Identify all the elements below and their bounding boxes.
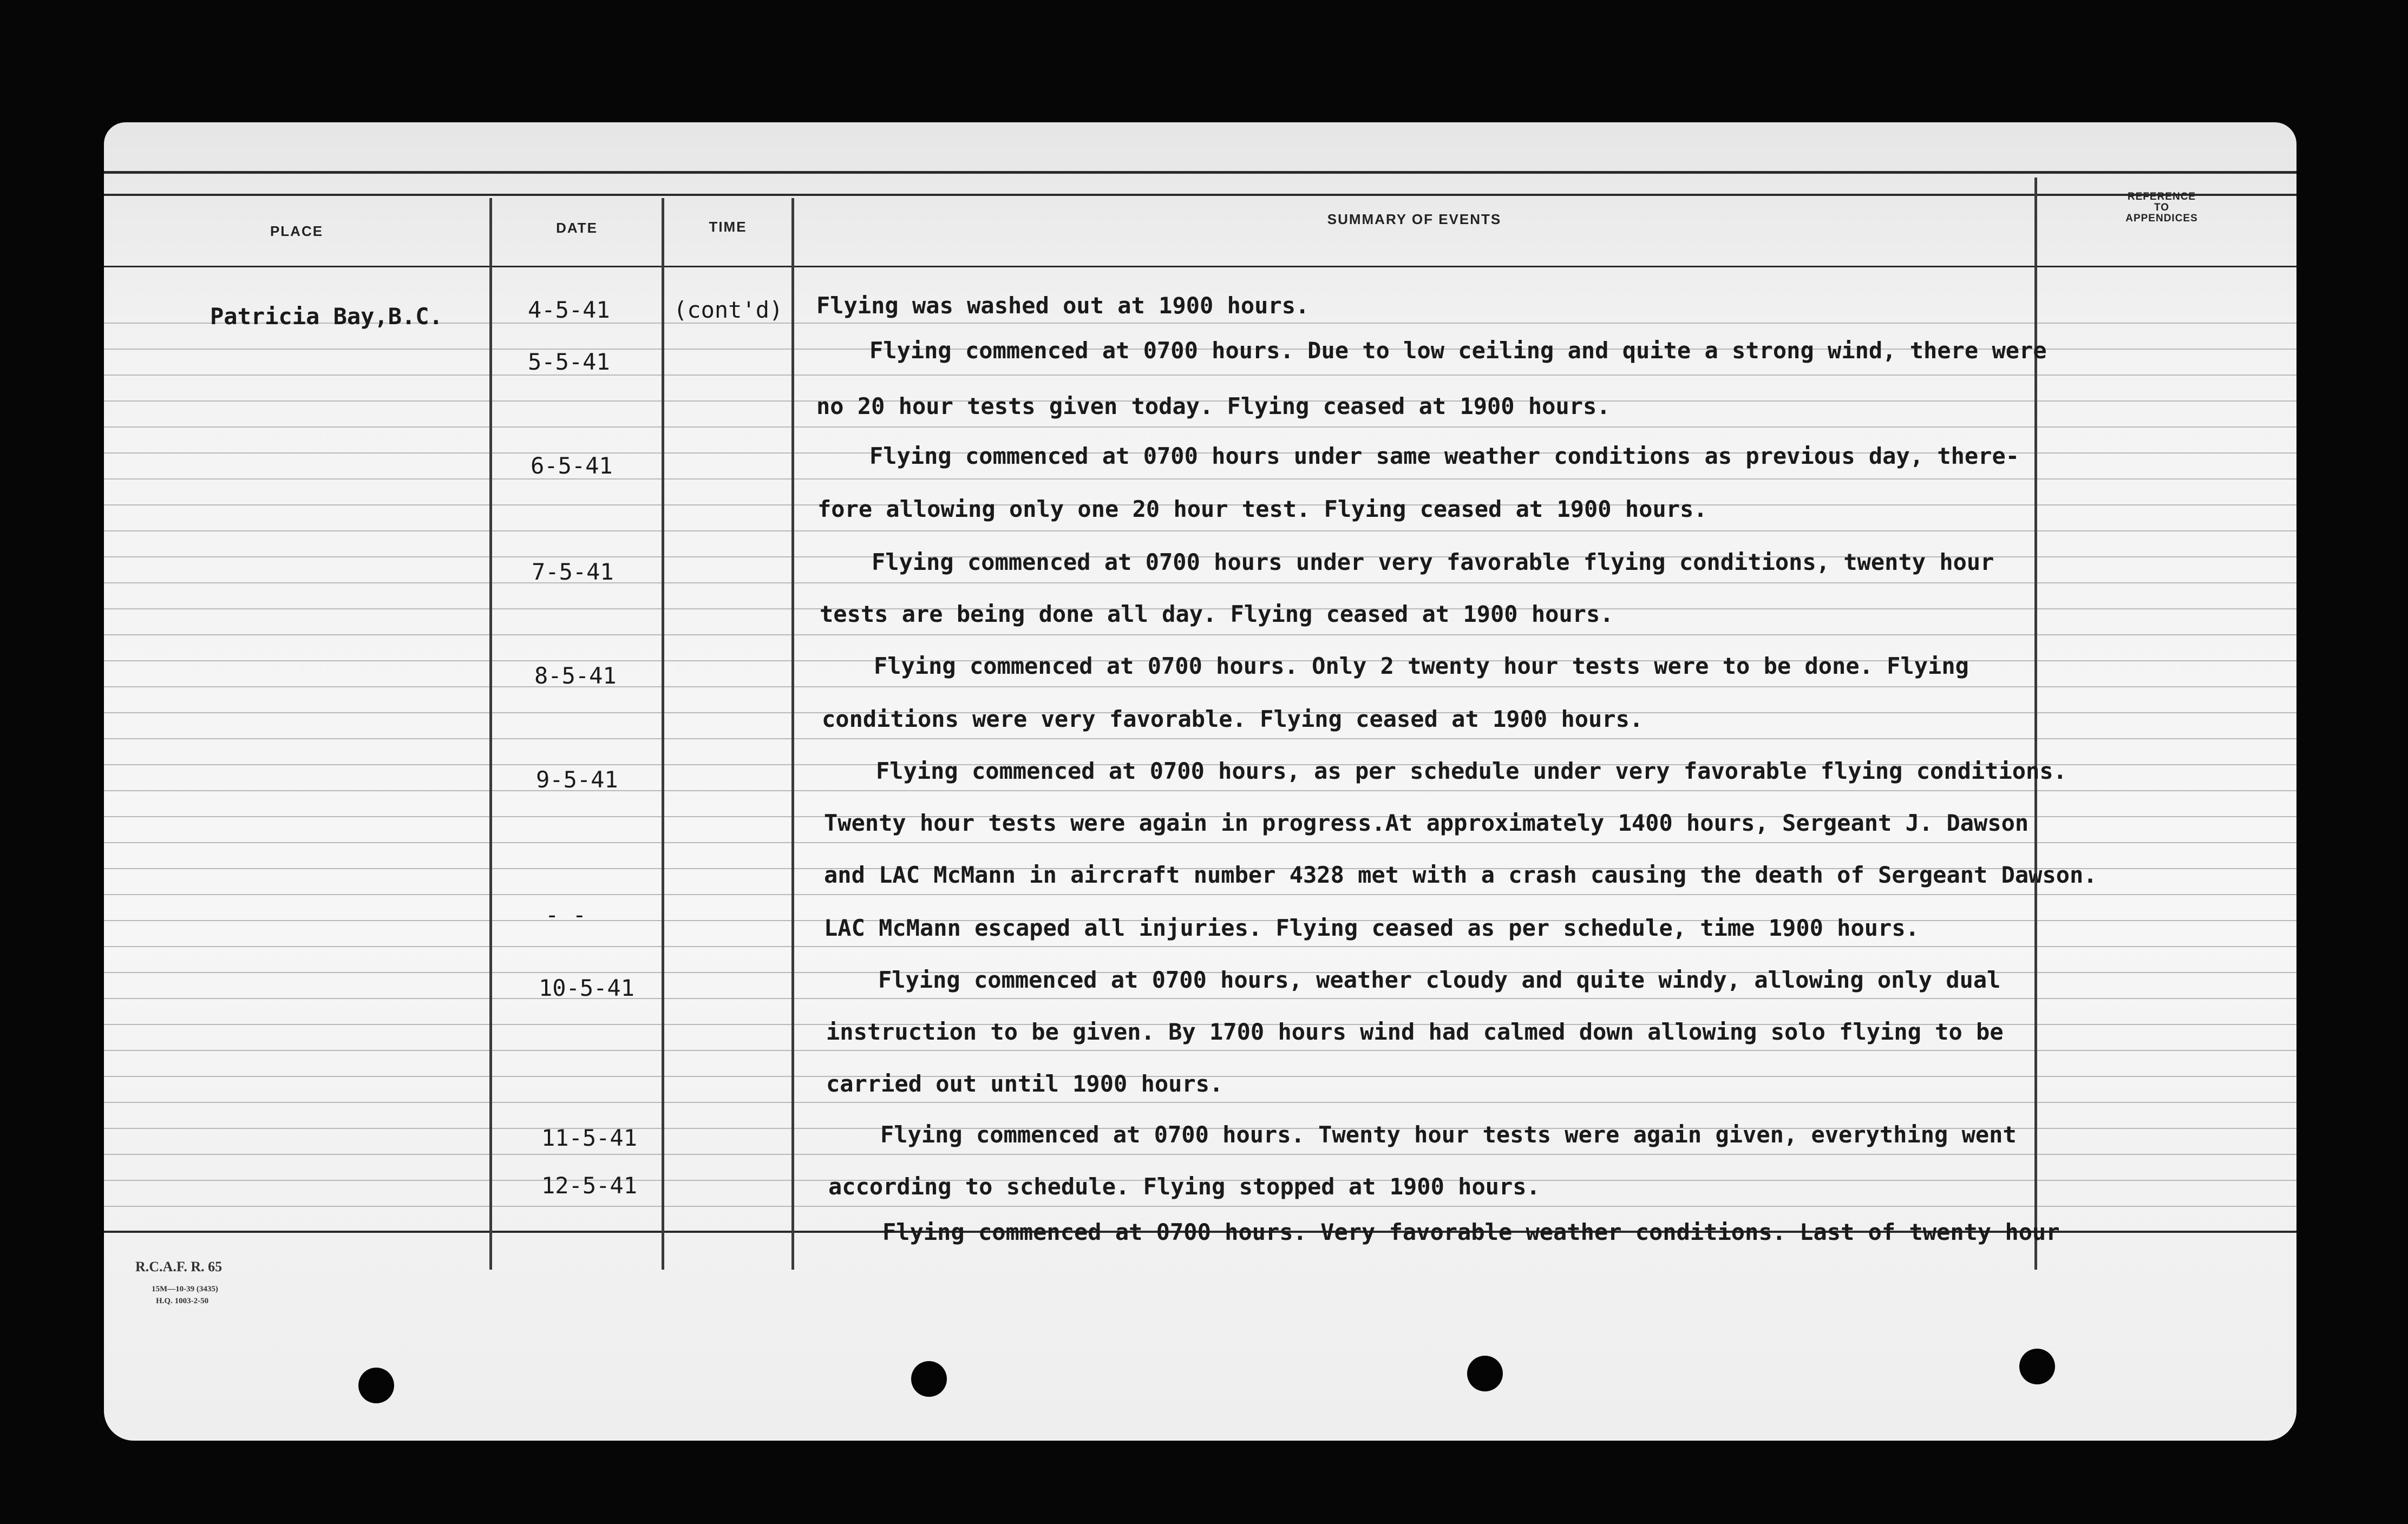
print-line: 15M—10-39 (3435)	[152, 1285, 218, 1293]
ruled-line	[104, 790, 2296, 791]
date-entry: 8-5-41	[534, 662, 617, 689]
summary-line: Flying was washed out at 1900 hours.	[816, 292, 1310, 319]
time-entry: (cont'd)	[673, 297, 783, 323]
header-top-rule	[104, 194, 2296, 196]
summary-line: Flying commenced at 0700 hours. Very favorable weather conditions. Last of twenty hour	[882, 1219, 2060, 1245]
top-rule	[104, 171, 2296, 174]
punch-hole	[1467, 1356, 1503, 1391]
summary-line: carried out until 1900 hours.	[826, 1070, 1223, 1097]
ruled-line	[104, 1206, 2296, 1207]
column-divider	[489, 198, 492, 1270]
ruled-line	[104, 426, 2296, 428]
summary-line: no 20 hour tests given today. Flying ceased at 1900 hours.	[816, 393, 1611, 419]
header-bottom-rule	[104, 266, 2296, 267]
place-entry: Patricia Bay,B.C.	[210, 303, 443, 330]
ruled-line	[104, 946, 2296, 947]
header-reference-line: APPENDICES	[2125, 213, 2198, 224]
summary-line: Flying commenced at 0700 hours, as per schedule under very favorable flying conditions.	[876, 758, 2067, 784]
summary-line: fore allowing only one 20 hour test. Flying ceased at 1900 hours.	[817, 496, 1707, 522]
date-entry: 6-5-41	[531, 452, 613, 479]
header-summary: SUMMARY OF EVENTS	[1327, 211, 1502, 227]
date-entry: 11-5-41	[541, 1125, 638, 1151]
punch-hole	[2019, 1349, 2055, 1384]
summary-line: Flying commenced at 0700 hours. Due to low ceiling and quite a strong wind, there were	[869, 337, 2047, 364]
summary-line: and LAC McMann in aircraft number 4328 met with a crash causing the death of Sergeant Dawson.	[824, 862, 2097, 888]
ruled-line	[104, 998, 2296, 999]
summary-line: Flying commenced at 0700 hours, weather cloudy and quite windy, allowing only dual	[878, 967, 2001, 993]
diary-card	[104, 122, 2296, 1441]
summary-line: LAC McMann escaped all injuries. Flying ceased as per schedule, time 1900 hours.	[824, 915, 1919, 941]
ruled-line	[104, 582, 2296, 583]
print-line: H.Q. 1003-2-50	[156, 1297, 209, 1305]
header-reference	[2037, 192, 2286, 224]
ruled-line	[104, 375, 2296, 376]
date-entry: - -	[545, 902, 586, 928]
summary-line: tests are being done all day. Flying ceased at 1900 hours.	[820, 601, 1614, 627]
summary-line: Flying commenced at 0700 hours under very favorable flying conditions, twenty hour	[872, 549, 1994, 575]
ruled-line	[104, 530, 2296, 531]
punch-hole	[358, 1368, 394, 1403]
form-number: R.C.A.F. R. 65	[135, 1259, 223, 1275]
ruled-line	[104, 1102, 2296, 1103]
ruled-line	[104, 738, 2296, 739]
date-entry: 12-5-41	[541, 1172, 638, 1199]
ruled-line	[104, 686, 2296, 687]
date-entry: 10-5-41	[539, 975, 635, 1001]
column-divider	[791, 198, 794, 1270]
ruled-line	[104, 894, 2296, 895]
date-entry: 9-5-41	[536, 766, 618, 793]
date-entry: 5-5-41	[528, 349, 610, 375]
summary-line: Flying commenced at 0700 hours. Only 2 twenty hour tests were to be done. Flying	[874, 653, 1969, 679]
column-divider	[662, 198, 664, 1270]
ruled-line	[104, 478, 2296, 479]
header-reference-line: REFERENCE	[2127, 191, 2196, 202]
summary-line: Flying commenced at 0700 hours under same weather conditions as previous day, there-	[869, 443, 2020, 469]
summary-line: conditions were very favorable. Flying ceased at 1900 hours.	[822, 706, 1644, 732]
date-entry: 7-5-41	[532, 559, 614, 585]
ruled-line	[104, 1050, 2296, 1051]
header-date: DATE	[556, 220, 598, 236]
date-entry: 4-5-41	[528, 297, 610, 323]
ruled-line	[104, 842, 2296, 843]
header-reference-line: TO	[2154, 202, 2170, 213]
ruled-line	[104, 634, 2296, 635]
header-place: PLACE	[270, 223, 324, 239]
punch-hole	[911, 1361, 947, 1397]
summary-line: Flying commenced at 0700 hours. Twenty hour tests were again given, everything went	[880, 1121, 2017, 1148]
ruled-line	[104, 1154, 2296, 1155]
header-time: TIME	[709, 219, 747, 235]
summary-line: according to schedule. Flying stopped at 1900 hours.	[828, 1173, 1540, 1200]
summary-line: instruction to be given. By 1700 hours wind had calmed down allowing solo flying to be	[826, 1019, 2004, 1045]
summary-line: Twenty hour tests were again in progress.At approximately 1400 hours, Sergeant J. Dawson	[824, 810, 2029, 836]
